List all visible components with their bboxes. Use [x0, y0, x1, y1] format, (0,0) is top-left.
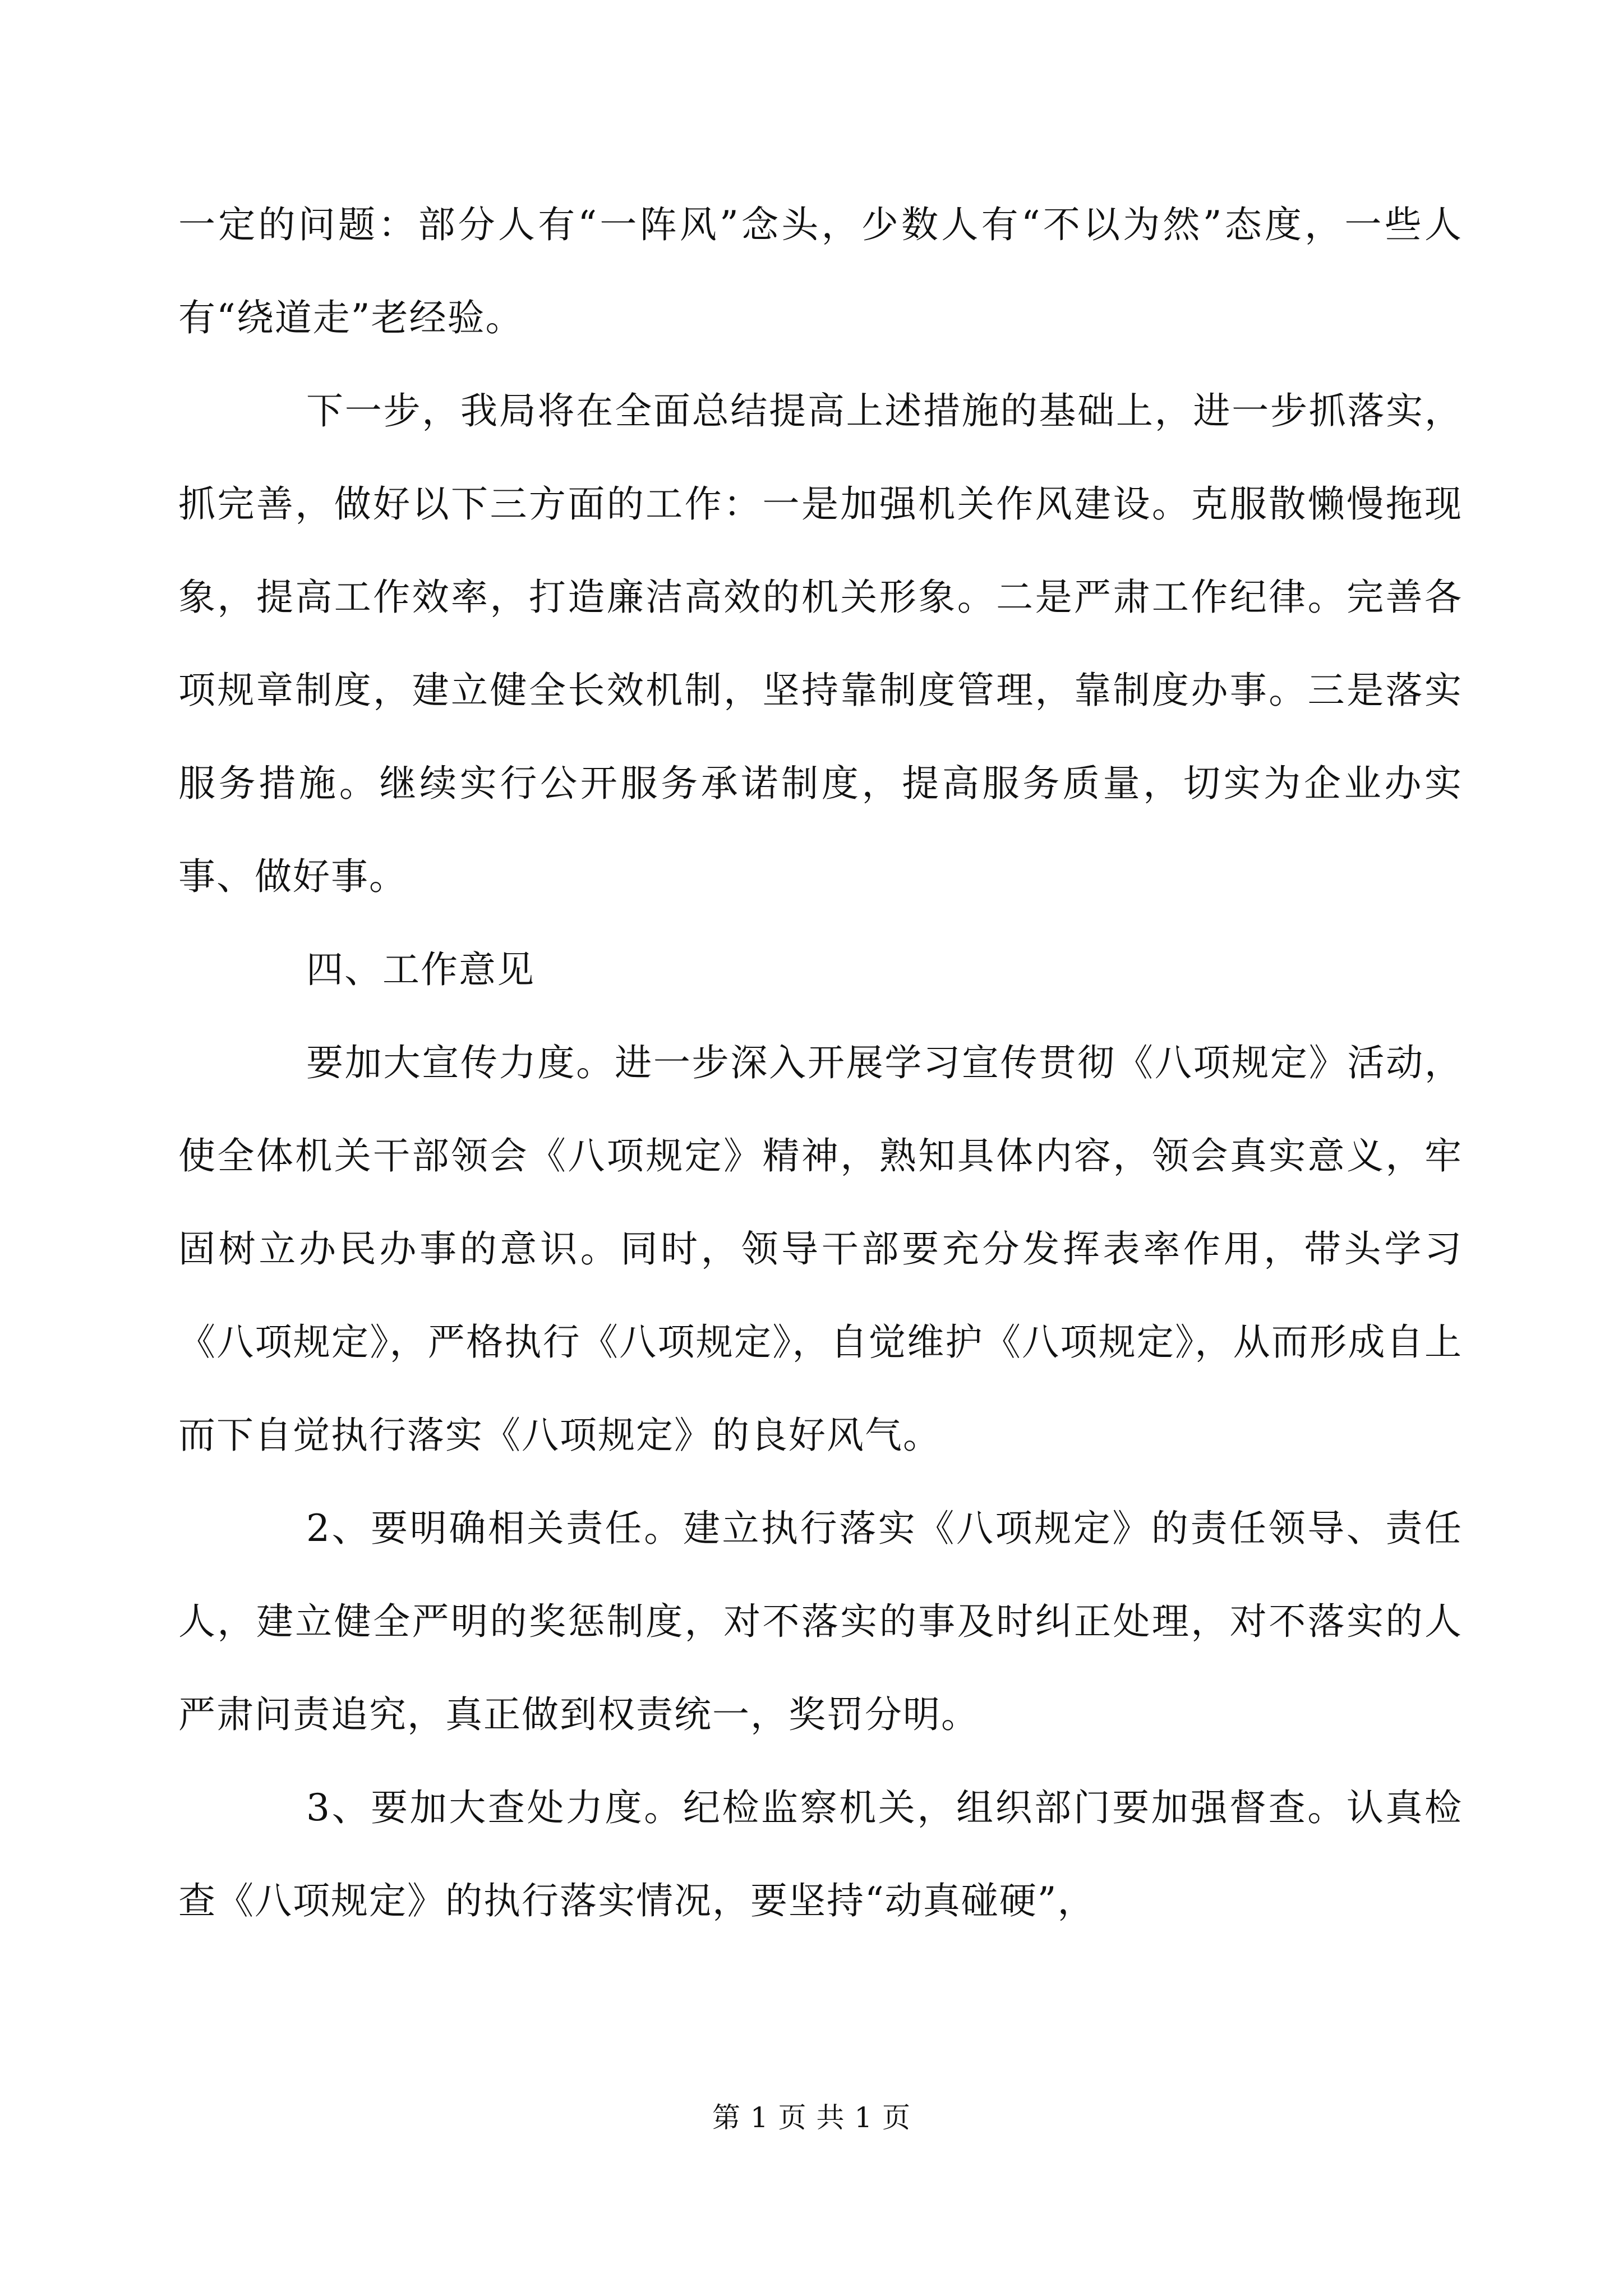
paragraph-5: 2、要明确相关责任。建立执行落实《八项规定》的责任领导、责任人，建立健全严明的奖惩制度，对不落实的事及时纠正处理，对不落实的人严肃问责追究，真正做到权责统一，奖罚分明。: [178, 1507, 1463, 1736]
paragraph-6: 3、要加大查处力度。纪检监察机关，组织部门要加强督查。认真检查《八项规定》的执行落实情况，要坚持“动真碰硬”，: [178, 1786, 1463, 1922]
page-indicator: 第 1 页 共 1 页: [712, 2101, 911, 2134]
page-footer: [0, 2101, 1623, 2134]
paragraph-2: 下一步，我局将在全面总结提高上述措施的基础上，进一步抓落实，抓完善，做好以下三方面的工作：一是加强机关作风建设。克服散懒慢拖现象，提高工作效率，打造廉洁高效的机关形象。二是严肃工作纪律。完善各项规章制度，建立健全长效机制，坚持靠制度管理，靠制度办事。三是落实服务措施。继续实行公开服务承诺制度，提高服务质量，切实为企业办实事、做好事。: [178, 389, 1463, 898]
section-heading: 四、工作意见: [306, 948, 535, 991]
paragraph-4: 要加大宣传力度。进一步深入开展学习宣传贯彻《八项规定》活动，使全体机关干部领会《八项规定》精神，熟知具体内容，领会真实意义，牢固树立办民办事的意识。同时，领导干部要充分发挥表率作用，带头学习《八项规定》，严格执行《八项规定》，自觉维护《八项规定》，从而形成自上而下自觉执行落实《八项规定》的良好风气。: [178, 1041, 1463, 1457]
paragraph-1: 一定的问题：部分人有“一阵风”念头，少数人有“不以为然”态度，一些人有“绕道走”老经验。: [178, 203, 1463, 339]
document-body: [178, 178, 1463, 1948]
